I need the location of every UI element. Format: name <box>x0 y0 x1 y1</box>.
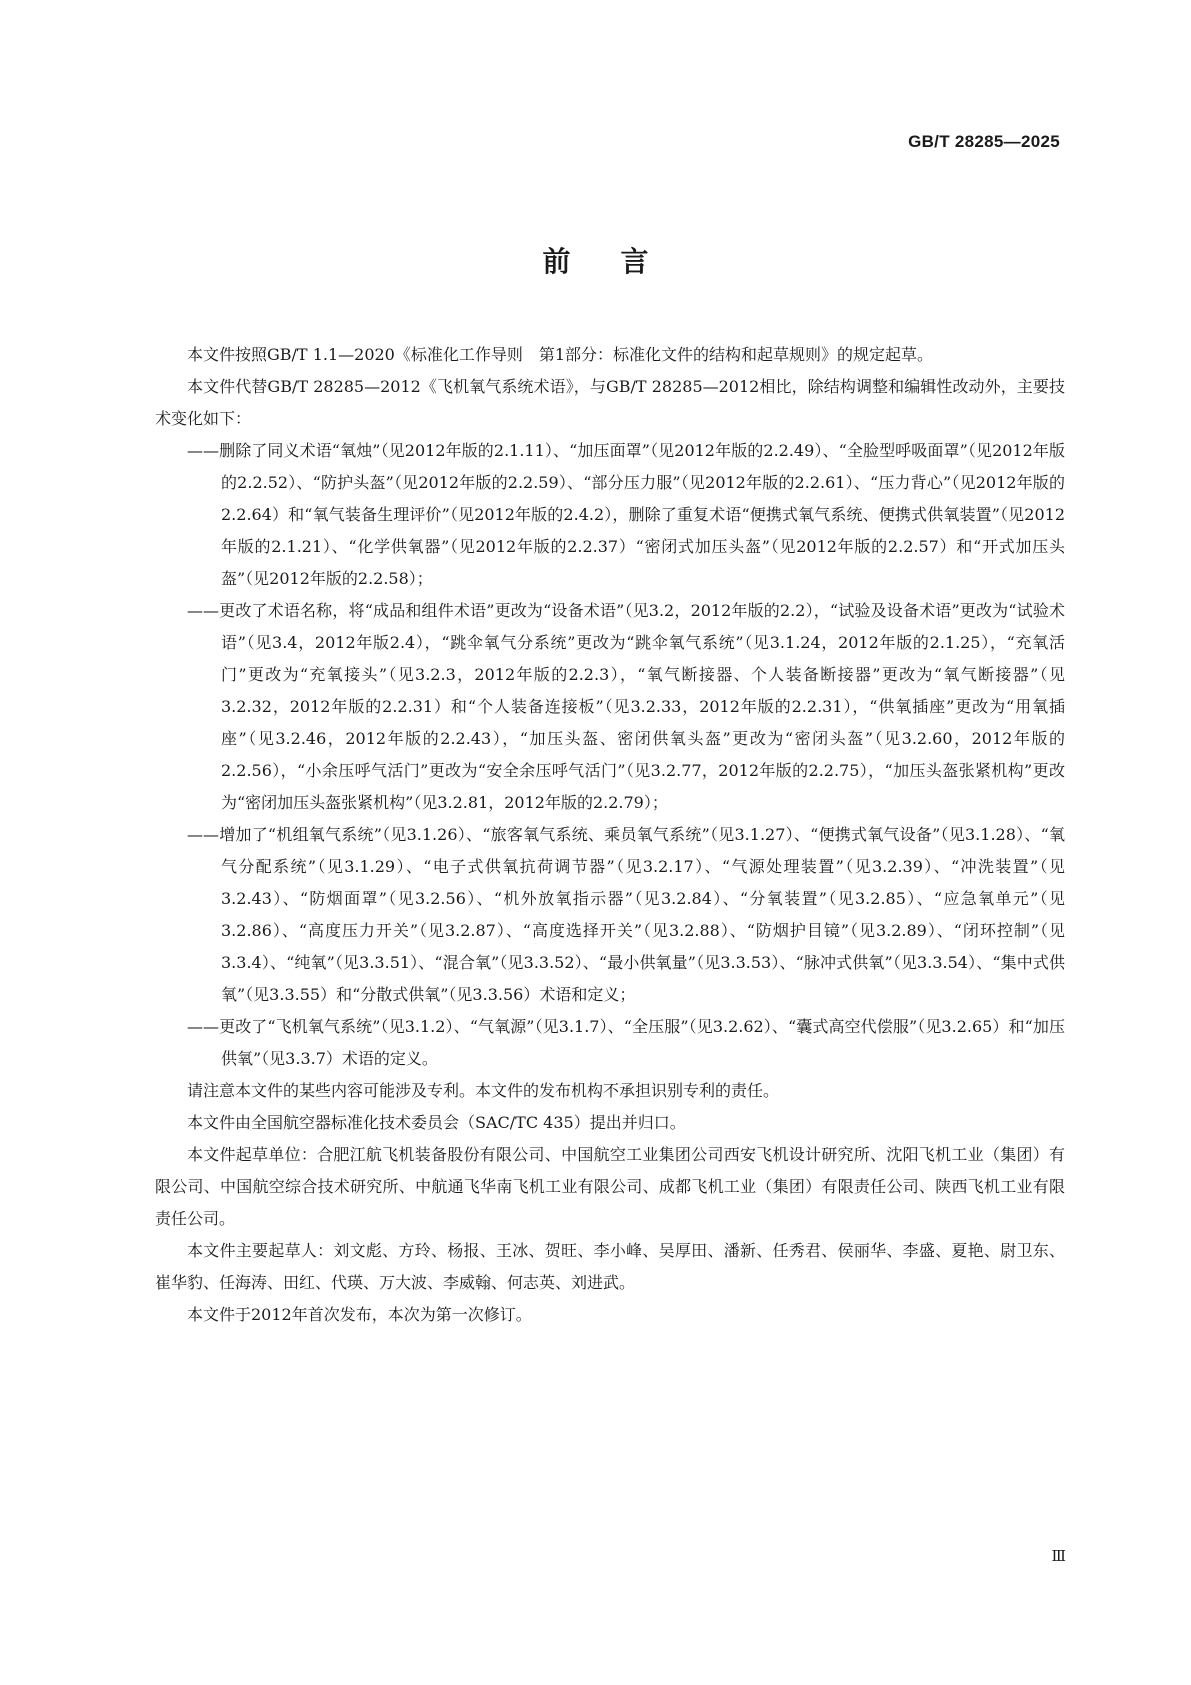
change-item-added: ——增加了“机组氧气系统”（见3.1.26）、“旅客氧气系统、乘员氧气系统”（见3.1.27）、“便携式氧气设备”（见3.1.28）、“氧气分配系统”（见3.1.29）、“电子式供氧抗荷调节器”（见3.2.17）、“气源处理装置”（见3.2.39）、“冲洗装置”（见3.2.43）、“防烟面罩”（见3.2.56）、“机外放氧指示器”（见3.2.84）、“分氧装置”（见3.2.85）、“应急氧单元”（见3.2.86）、“高度压力开关”（见3.2.87）、“高度选择开关”（见3.2.88）、“防烟护目镜”（见3.2.89）、“闭环控制”（见3.3.4）、“纯氧”（见3.3.51）、“混合氧”（见3.3.52）、“最小供氧量”（见3.3.53）、“脉冲式供氧”（见3.3.54）、“集中式供氧”（见3.3.55）和“分散式供氧”（见3.3.56）术语和定义； <box>187 825 1065 1004</box>
paragraph-replacement: 本文件代替GB/T 28285—2012《飞机氧气系统术语》，与GB/T 28285—2012相比，除结构调整和编辑性改动外，主要技术变化如下： <box>155 377 1065 428</box>
foreword-body <box>155 339 1065 1331</box>
change-item-redefined: ——更改了“飞机氧气系统”（见3.1.2）、“气氧源”（见3.1.7）、“全压服”（见3.2.62）、“囊式高空代偿服”（见3.2.65）和“加压供氧”（见3.3.7）术语的定义。 <box>187 1017 1065 1068</box>
paragraph-committee: 本文件由全国航空器标准化技术委员会（SAC/TC 435）提出并归口。 <box>187 1113 686 1132</box>
page-number: Ⅲ <box>1051 1547 1066 1565</box>
standard-code: GB/T 28285—2025 <box>908 132 1060 151</box>
paragraph-drafters: 本文件主要起草人：刘文彪、方玲、杨报、王冰、贺旺、李小峰、吴厚田、潘新、任秀君、侯丽华、李盛、夏艳、尉卫东、崔华豹、任海涛、田红、代瑛、万大波、李威翰、何志英、刘进武。 <box>155 1241 1065 1292</box>
page-title: 前言 <box>542 245 699 278</box>
change-item-renamed: ——更改了术语名称，将“成品和组件术语”更改为“设备术语”（见3.2，2012年版的2.2），“试验及设备术语”更改为“试验术语”（见3.4，2012年版2.4），“跳伞氧气分系统”更改为“跳伞氧气系统”（见3.1.24，2012年版的2.1.25），“充氧活门”更改为“充氧接头”（见3.2.3，2012年版的2.2.3），“氧气断接器、个人装备断接器”更改为“氧气断接器”（见3.2.32，2012年版的2.2.31）和“个人装备连接板”（见3.2.33，2012年版的2.2.31），“供氧插座”更改为“用氧插座”（见3.2.46，2012年版的2.2.43），“加压头盔、密闭供氧头盔”更改为“密闭头盔”（见3.2.60，2012年版的2.2.56），“小余压呼气活门”更改为“安全余压呼气活门”（见3.2.77，2012年版的2.2.75），“加压头盔张紧机构”更改为“密闭加压头盔张紧机构”（见3.2.81，2012年版的2.2.79）； <box>187 601 1065 812</box>
paragraph-basis: 本文件按照GB/T 1.1—2020《标准化工作导则 第1部分：标准化文件的结构和起草规则》的规定起草。 <box>187 345 934 364</box>
paragraph-patent: 请注意本文件的某些内容可能涉及专利。本文件的发布机构不承担识别专利的责任。 <box>187 1081 780 1100</box>
paragraph-drafting-units: 本文件起草单位：合肥江航飞机装备股份有限公司、中国航空工业集团公司西安飞机设计研究所、沈阳飞机工业（集团）有限公司、中国航空综合技术研究所、中航通飞华南飞机工业有限公司、成都飞机工业（集团）有限责任公司、陕西飞机工业有限责任公司。 <box>155 1145 1065 1228</box>
paragraph-history: 本文件于2012年首次发布，本次为第一次修订。 <box>187 1305 532 1324</box>
change-item-deleted: ——删除了同义术语“氧烛”（见2012年版的2.1.11）、“加压面罩”（见2012年版的2.2.49）、“全脸型呼吸面罩”（见2012年版的2.2.52）、“防护头盔”（见2012年版的2.2.59）、“部分压力服”（见2012年版的2.2.61）、“压力背心”（见2012年版的2.2.64）和“氧气装备生理评价”（见2012年版的2.4.2），删除了重复术语“便携式氧气系统、便携式供氧装置”（见2012年版的2.1.21）、“化学供氧器”（见2012年版的2.2.37）“密闭式加压头盔”（见2012年版的2.2.57）和“开式加压头盔”（见2012年版的2.2.58）； <box>187 441 1065 588</box>
